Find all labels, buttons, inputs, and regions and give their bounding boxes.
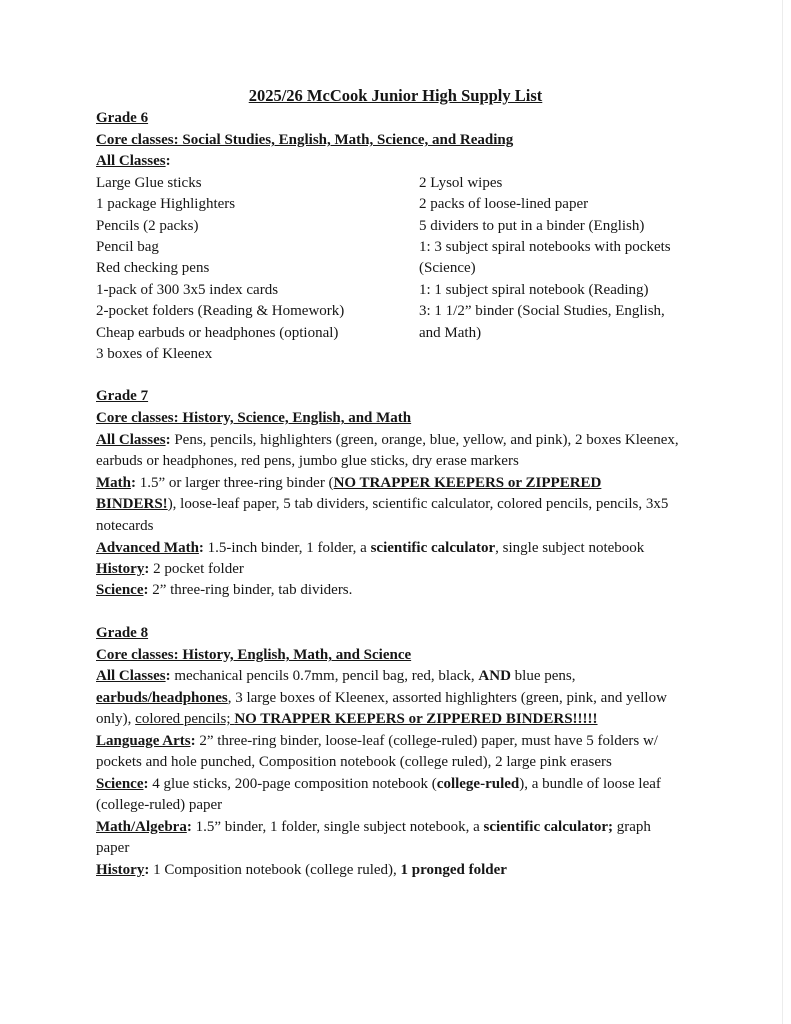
grade6-item: 3 boxes of Kleenex (96, 346, 213, 362)
grade7-science: Science: 2” three-ring binder, tab dividers. (96, 582, 353, 598)
grade8-all-classes-line1: All Classes: mechanical pencils 0.7mm, pencil bag, red, black, AND blue pens, (96, 668, 576, 684)
grade6-right-item: 2 packs of loose-lined paper (419, 196, 589, 212)
grade6-item: Red checking pens (96, 260, 210, 276)
grade6-item: Large Glue sticks (96, 175, 202, 191)
grade6-item: 1-pack of 300 3x5 index cards (96, 282, 279, 298)
grade7-core-classes: Core classes: History, Science, English, and Math (96, 410, 412, 426)
grade6-heading: Grade 6 (96, 110, 149, 126)
grade8-science-line2: (college-ruled) paper (96, 797, 223, 813)
grade6-item: Cheap earbuds or headphones (optional) (96, 325, 339, 341)
grade8-heading: Grade 8 (96, 625, 149, 641)
grade7-all-classes-line2: earbuds or headphones, red pens, jumbo glue sticks, dry erase markers (96, 453, 519, 469)
grade8-math-line1: Math/Algebra: 1.5” binder, 1 folder, single subject notebook, a scientific calculator; graph (96, 819, 651, 835)
grade6-item: 1 package Highlighters (96, 196, 236, 212)
grade8-math-line2: paper (96, 840, 130, 856)
grade6-right-item: and Math) (419, 325, 482, 341)
scan-edge-line (782, 0, 783, 1024)
grade6-right-item: 3: 1 1/2” binder (Social Studies, English, (419, 303, 665, 319)
grade6-core-classes: Core classes: Social Studies, English, Math, Science, and Reading (96, 132, 514, 148)
grade6-item: Pencils (2 packs) (96, 218, 199, 234)
page-title: 2025/26 McCook Junior High Supply List (248, 86, 543, 105)
grade6-item: 2-pocket folders (Reading & Homework) (96, 303, 345, 319)
grade8-language-arts-line2: pockets and hole punched, Composition notebook (college ruled), 2 large pink erasers (96, 754, 612, 770)
grade6-right-item: 1: 1 subject spiral notebook (Reading) (419, 282, 649, 298)
grade8-history: History: 1 Composition notebook (college ruled), 1 pronged folder (96, 862, 507, 878)
grade7-advanced-math: Advanced Math: 1.5-inch binder, 1 folder, a scientific calculator, single subject notebook (96, 540, 645, 556)
grade6-all-classes-heading: All Classes: (96, 153, 171, 169)
grade8-science-line1: Science: 4 glue sticks, 200-page composition notebook (college-ruled), a bundle of loose leaf (96, 776, 661, 792)
grade6-right-item: (Science) (419, 260, 476, 276)
grade6-right-item: 5 dividers to put in a binder (English) (419, 218, 645, 234)
grade7-heading: Grade 7 (96, 388, 149, 404)
grade7-all-classes-line1: All Classes: Pens, pencils, highlighters (green, orange, blue, yellow, and pink), 2 boxes Kleenex, (96, 432, 679, 448)
grade6-right-item: 2 Lysol wipes (419, 175, 503, 191)
grade6-item: Pencil bag (96, 239, 159, 255)
grade8-all-classes-line2: earbuds/headphones, 3 large boxes of Kleenex, assorted highlighters (green, pink, and yellow (96, 690, 667, 706)
grade7-math-line2: BINDERS!), loose-leaf paper, 5 tab dividers, scientific calculator, colored pencils, pencils, 3x5 (96, 496, 669, 512)
grade7-history: History: 2 pocket folder (96, 561, 244, 577)
grade8-all-classes-line3: only), colored pencils; NO TRAPPER KEEPERS or ZIPPERED BINDERS!!!!! (96, 711, 598, 727)
grade8-core-classes: Core classes: History, English, Math, and Science (96, 647, 412, 663)
grade7-math-line3: notecards (96, 518, 154, 534)
grade8-language-arts-line1: Language Arts: 2” three-ring binder, loose-leaf (college-ruled) paper, must have 5 folders w/ (96, 733, 658, 749)
grade7-math-line1: Math: 1.5” or larger three-ring binder (NO TRAPPER KEEPERS or ZIPPERED (96, 475, 602, 491)
grade6-right-item: 1: 3 subject spiral notebooks with pockets (419, 239, 671, 255)
